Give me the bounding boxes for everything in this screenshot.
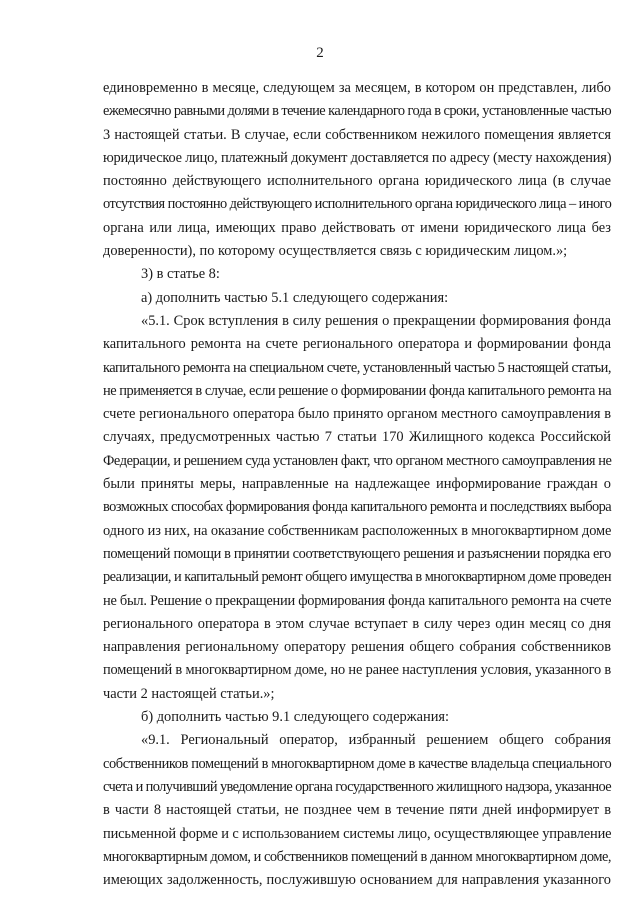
text-line: направления региональному оператору решения общего собрания собственников — [103, 639, 611, 656]
text-line: 3) в статье 8: — [141, 266, 220, 283]
text-line: в части 8 настоящей статьи, не позднее чем в течение пяти дней информирует в — [103, 802, 611, 819]
text-line: юридическое лицо, платежный документ доставляется по адресу (месту нахождения) — [103, 149, 612, 166]
text-line: были приняты меры, направленные на надлежащее информирование граждан о — [103, 476, 611, 493]
text-line: не применяется в случае, если решение о формировании фонда капитального ремонта на — [103, 382, 612, 399]
text-line: Федерации, и решением суда установлен факт, что органом местного самоуправления не — [103, 452, 612, 469]
text-line: а) дополнить частью 5.1 следующего содержания: — [141, 289, 449, 306]
text-line: части 2 настоящей статьи.»; — [103, 685, 275, 702]
text-line: многоквартирным домом, и собственников помещений в данном многоквартирном доме, — [103, 848, 611, 865]
text-line: письменной форме и с использованием системы лицо, осуществляющее управление — [103, 825, 612, 842]
text-line: помещений помощи в принятии соответствующего решения и разъяснении порядка его — [103, 545, 611, 562]
text-line: капитального ремонта на счете регионального оператора и формировании фонда — [103, 336, 611, 353]
text-line: счета и получивший уведомление органа государственного жилищного надзора, указанное — [103, 778, 611, 795]
text-line: единовременно в месяце, следующем за месяцем, в котором он представлен, либо — [103, 80, 611, 96]
text-line: «9.1. Региональный оператор, избранный решением общего собрания — [141, 732, 611, 749]
page-number: 2 — [316, 45, 324, 61]
text-line: счете регионального оператора было принято органом местного самоуправления в — [103, 406, 611, 423]
text-line: возможных способах формирования фонда капитального ремонта и последствиях выбора — [103, 499, 612, 516]
text-line: реализации, и капитальный ремонт общего имущества в многоквартирном доме проведен — [103, 569, 611, 586]
text-line: б) дополнить частью 9.1 следующего содержания: — [141, 709, 450, 726]
text-line: не был. Решение о прекращении формирования фонда капитального ремонта на счете — [103, 592, 612, 609]
text-line: «5.1. Срок вступления в силу решения о прекращении формирования фонда — [141, 312, 611, 329]
text-line: регионального оператора в этом случае вступает в силу через один месяц со дня — [103, 615, 611, 632]
text-line: отсутствия постоянно действующего исполнительного органа юридического лица – иного — [103, 196, 612, 213]
document-body — [103, 77, 611, 892]
text-line: одного из них, на оказание собственникам расположенных в многоквартирном доме — [103, 522, 612, 539]
text-line: органа или лица, имеющих право действовать от имени юридического лица без — [103, 219, 611, 236]
text-line: доверенности), по которому осуществляется связь с юридическим лицом.»; — [103, 243, 568, 260]
text-line: помещений в многоквартирном доме, но не ранее наступления условия, указанного в — [103, 662, 611, 679]
text-line: 3 настоящей статьи. В случае, если собственником нежилого помещения является — [103, 126, 611, 143]
text-line: случаях, предусмотренных частью 7 статьи 170 Жилищного кодекса Российской — [103, 429, 611, 446]
text-line: собственников помещений в многоквартирном доме в качестве владельца специального — [103, 755, 612, 772]
text-line: ежемесячно равными долями в течение календарного года в сроки, установленные частью — [103, 103, 612, 120]
text-line: имеющих задолженность, послужившую основанием для направления указанного — [103, 872, 611, 889]
text-line: капитального ремонта на специальном счете, установленный частью 5 настоящей статьи, — [103, 359, 611, 376]
text-line: постоянно действующего исполнительного органа юридического лица (в случае — [103, 173, 611, 190]
